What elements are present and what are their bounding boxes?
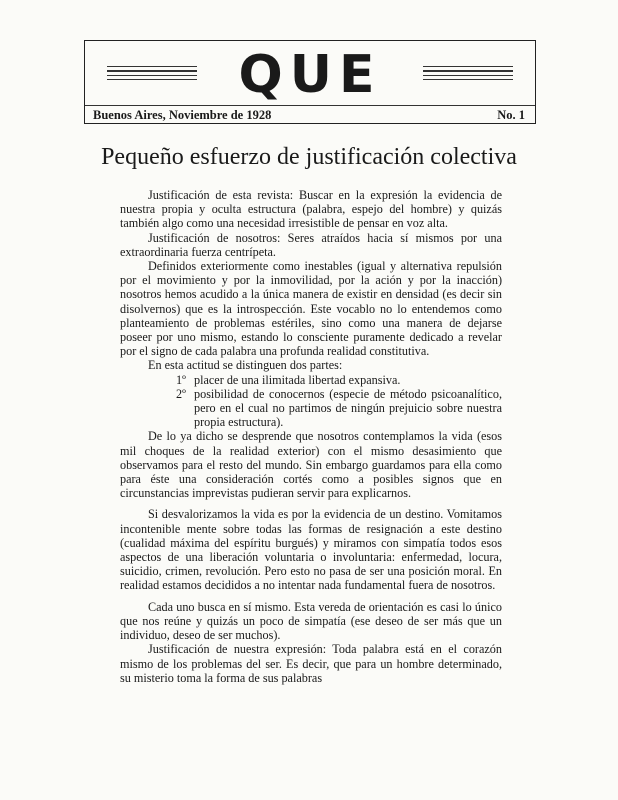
article-headline: Pequeño esfuerzo de justificación colectiva	[101, 144, 517, 170]
paragraph: Cada uno busca en sí mismo. Esta vereda de orientación es casi lo único que nos reúne y quizás un poco de simpatía (ese deseo de ser más que un individuo, deseo de ser muchos).	[120, 599, 502, 643]
masthead-rules-right	[423, 66, 513, 83]
list-item	[176, 387, 502, 430]
list-text: placer de una ilimitada libertad expansiva.	[194, 372, 401, 387]
list-number: 2º	[176, 386, 186, 401]
issue-line	[85, 105, 535, 124]
list-number: 1º	[176, 372, 186, 387]
paragraph: De lo ya dicho se desprende que nosotros contemplamos la vida (esos mil choques de la realidad exterior) con el mismo desasimiento que observamos para el resto del mundo. Sin embargo guardamos para ella como para éste una consideración cortés como a posibles signos que en circunstancias imprevistas pudieran servir para explicarnos.	[120, 429, 502, 501]
magazine-title: QUE	[238, 45, 382, 105]
paragraph: En esta actitud se distinguen dos partes:	[148, 358, 343, 373]
masthead	[84, 40, 536, 124]
paragraph: Si desvalorizamos la vida es por la evidencia de un destino. Vomitamos incontenible mente sobre todas las formas de resignación a este destino (cualidad máxima del espíritu burgués) y miramos con simpatía todos esos aspectos de una liberación voluntaria o involuntaria: enfermedad, locura, suicidio, crimen, revolución. Pero esto no pasa de ser una posición moral. En realidad estamos decididos a no intentar nada fundamental fuera de nosotros.	[120, 507, 502, 593]
paragraph: Justificación de nosotros: Seres atraídos hacia sí mismos por una extraordinaria fuerza centrípeta.	[120, 230, 502, 259]
issue-number: No. 1	[497, 108, 525, 122]
paragraph: Justificación de esta revista: Buscar en la expresión la evidencia de nuestra propia y oculta estructura (palabra, espejo del hombre) y quizás también algo como una necesidad irresistible de pensar en voz alta.	[120, 188, 502, 231]
article-body	[120, 188, 502, 685]
paragraph: Justificación de nuestra expresión: Toda palabra está en el corazón mismo de los problemas del ser. Es decir, que para un hombre determinado, su misterio toma la forma de sus palabras	[120, 642, 502, 685]
list-item	[176, 373, 502, 387]
paragraph: Definidos exteriormente como inestables (igual y alternativa repulsión por el movimiento y por la inmovilidad, por la ación y por la inacción) nosotros hemos acudido a la única manera de existir en densidad (es decir sin disolvernos) que es la introspección. Este vocablo no lo entendemos como planteamiento de problemas estériles, sino como una manera de dejarse poseer por uno mismo, estando lo consciente puramente dedicado a revelar por el signo de cada palabra una profunda realidad constitutiva.	[120, 259, 502, 359]
list-text: posibilidad de conocernos (especie de método psicoanalítico, pero en el cual no partimos de ningún prejuicio sobre nuestra propia estructura).	[194, 386, 502, 430]
place-date: Buenos Aires, Noviembre de 1928	[93, 108, 272, 122]
